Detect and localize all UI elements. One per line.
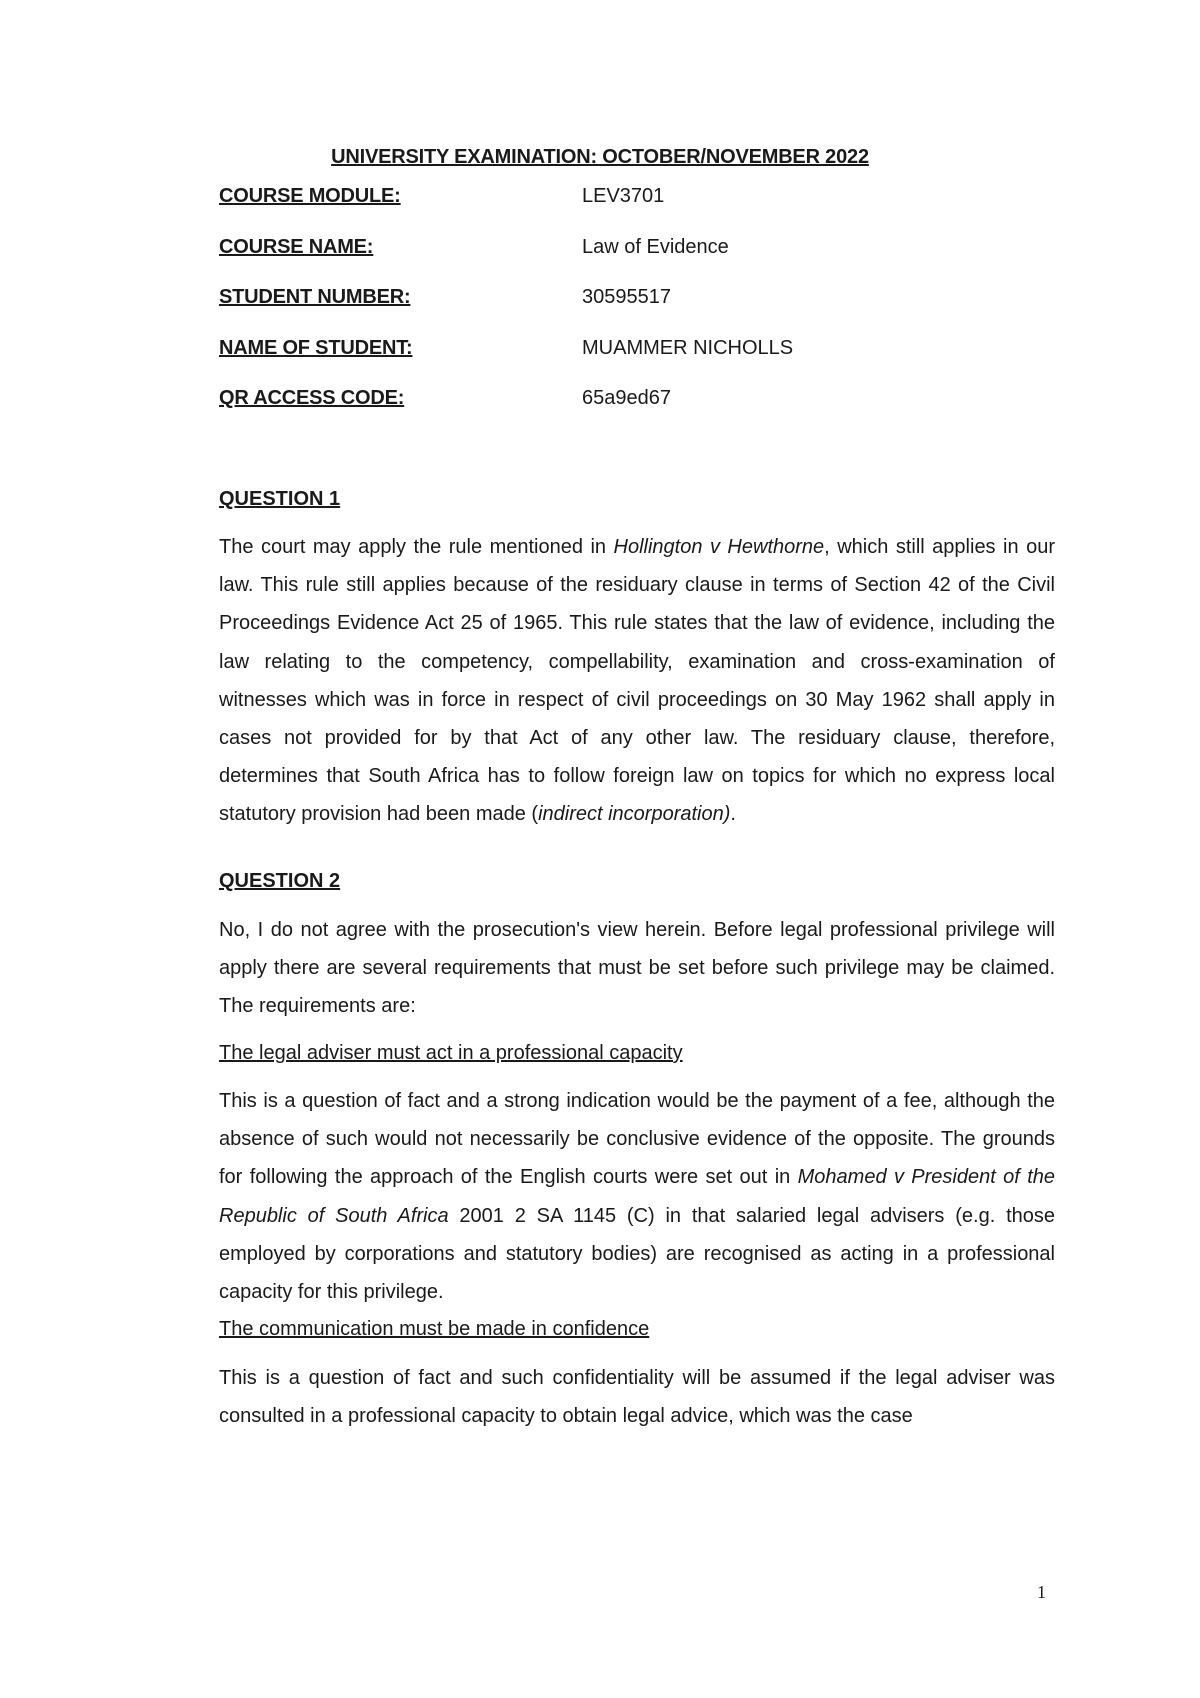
info-row-course-name bbox=[219, 236, 1059, 264]
question-2-intro: No, I do not agree with the prosecution's view herein. Before legal professional privilege will apply there are several requirements that must be set before such privilege may be claimed. The requirements are: bbox=[219, 919, 1055, 1018]
requirement-2-text: This is a question of fact and such confidentiality will be assumed if the legal adviser was consulted in a professional capacity to obtain legal advice, which was the case bbox=[219, 1367, 1055, 1428]
requirement-1-heading: The legal adviser must act in a professional capacity bbox=[219, 1042, 683, 1064]
student-name-label: NAME OF STUDENT: bbox=[219, 337, 413, 359]
q2-case-citation: Mohamed v President of the Republic of South Africa bbox=[219, 1166, 1055, 1227]
qr-code-value: 65a9ed67 bbox=[582, 387, 671, 409]
info-row-student-name bbox=[219, 337, 1059, 365]
student-number-label: STUDENT NUMBER: bbox=[219, 286, 411, 308]
q1-italic-term: indirect incorporation) bbox=[538, 803, 731, 826]
course-name-label: COURSE NAME: bbox=[219, 236, 374, 258]
q1-case-citation: Hollington v Hewthorne bbox=[613, 536, 825, 558]
info-row-student-number bbox=[219, 286, 1059, 314]
page-number: 1 bbox=[1037, 1582, 1046, 1602]
question-2-heading: QUESTION 2 bbox=[219, 870, 341, 892]
requirement-2-heading: The communication must be made in confidence bbox=[219, 1318, 650, 1340]
info-row-course-module bbox=[219, 185, 1059, 213]
q1-text-a: The court may apply the rule mentioned in bbox=[219, 536, 614, 558]
course-module-label: COURSE MODULE: bbox=[219, 185, 401, 207]
course-module-value: LEV3701 bbox=[582, 185, 665, 207]
question-1-answer bbox=[219, 528, 1055, 834]
student-name-value: MUAMMER NICHOLLS bbox=[582, 337, 794, 359]
q1-text-c: . bbox=[730, 803, 736, 826]
info-row-qr-code bbox=[219, 387, 1059, 415]
qr-code-label: QR ACCESS CODE: bbox=[219, 387, 405, 409]
q1-text-b: , which still applies in our law. This rule still applies because of the residuary clause in terms of Section 42 of the Civil Proceedings Evidence Act 25 of 1965. This rule states that the law of evidence, including the law relating to the competency, compellability, examination and cross-examination of witnesses which was in force in respect of civil proceedings on 30 May 1962 shall apply in cases not provided for by that Act of any other law. The residuary clause, therefore, determines that South Africa has to follow foreign law on topics for which no express local statutory provision had been made ( bbox=[219, 536, 1056, 826]
requirement-1-text bbox=[219, 1082, 1055, 1311]
student-number-value: 30595517 bbox=[582, 286, 671, 308]
q2-text-a: This is a question of fact and a strong indication would be the payment of a fee, although the absence of such would not necessarily be conclusive evidence of the opposite. The grounds for following the approach of the English courts were set out in bbox=[219, 1090, 1055, 1189]
exam-title: UNIVERSITY EXAMINATION: OCTOBER/NOVEMBER 2022 bbox=[331, 146, 869, 168]
q2-text-b: 2001 2 SA 1145 (C) in that salaried legal advisers (e.g. those employed by corporations and statutory bodies) are recognised as acting in a professional capacity for this privilege. bbox=[219, 1204, 1056, 1304]
question-1-heading: QUESTION 1 bbox=[219, 488, 341, 510]
course-name-value: Law of Evidence bbox=[582, 236, 729, 258]
